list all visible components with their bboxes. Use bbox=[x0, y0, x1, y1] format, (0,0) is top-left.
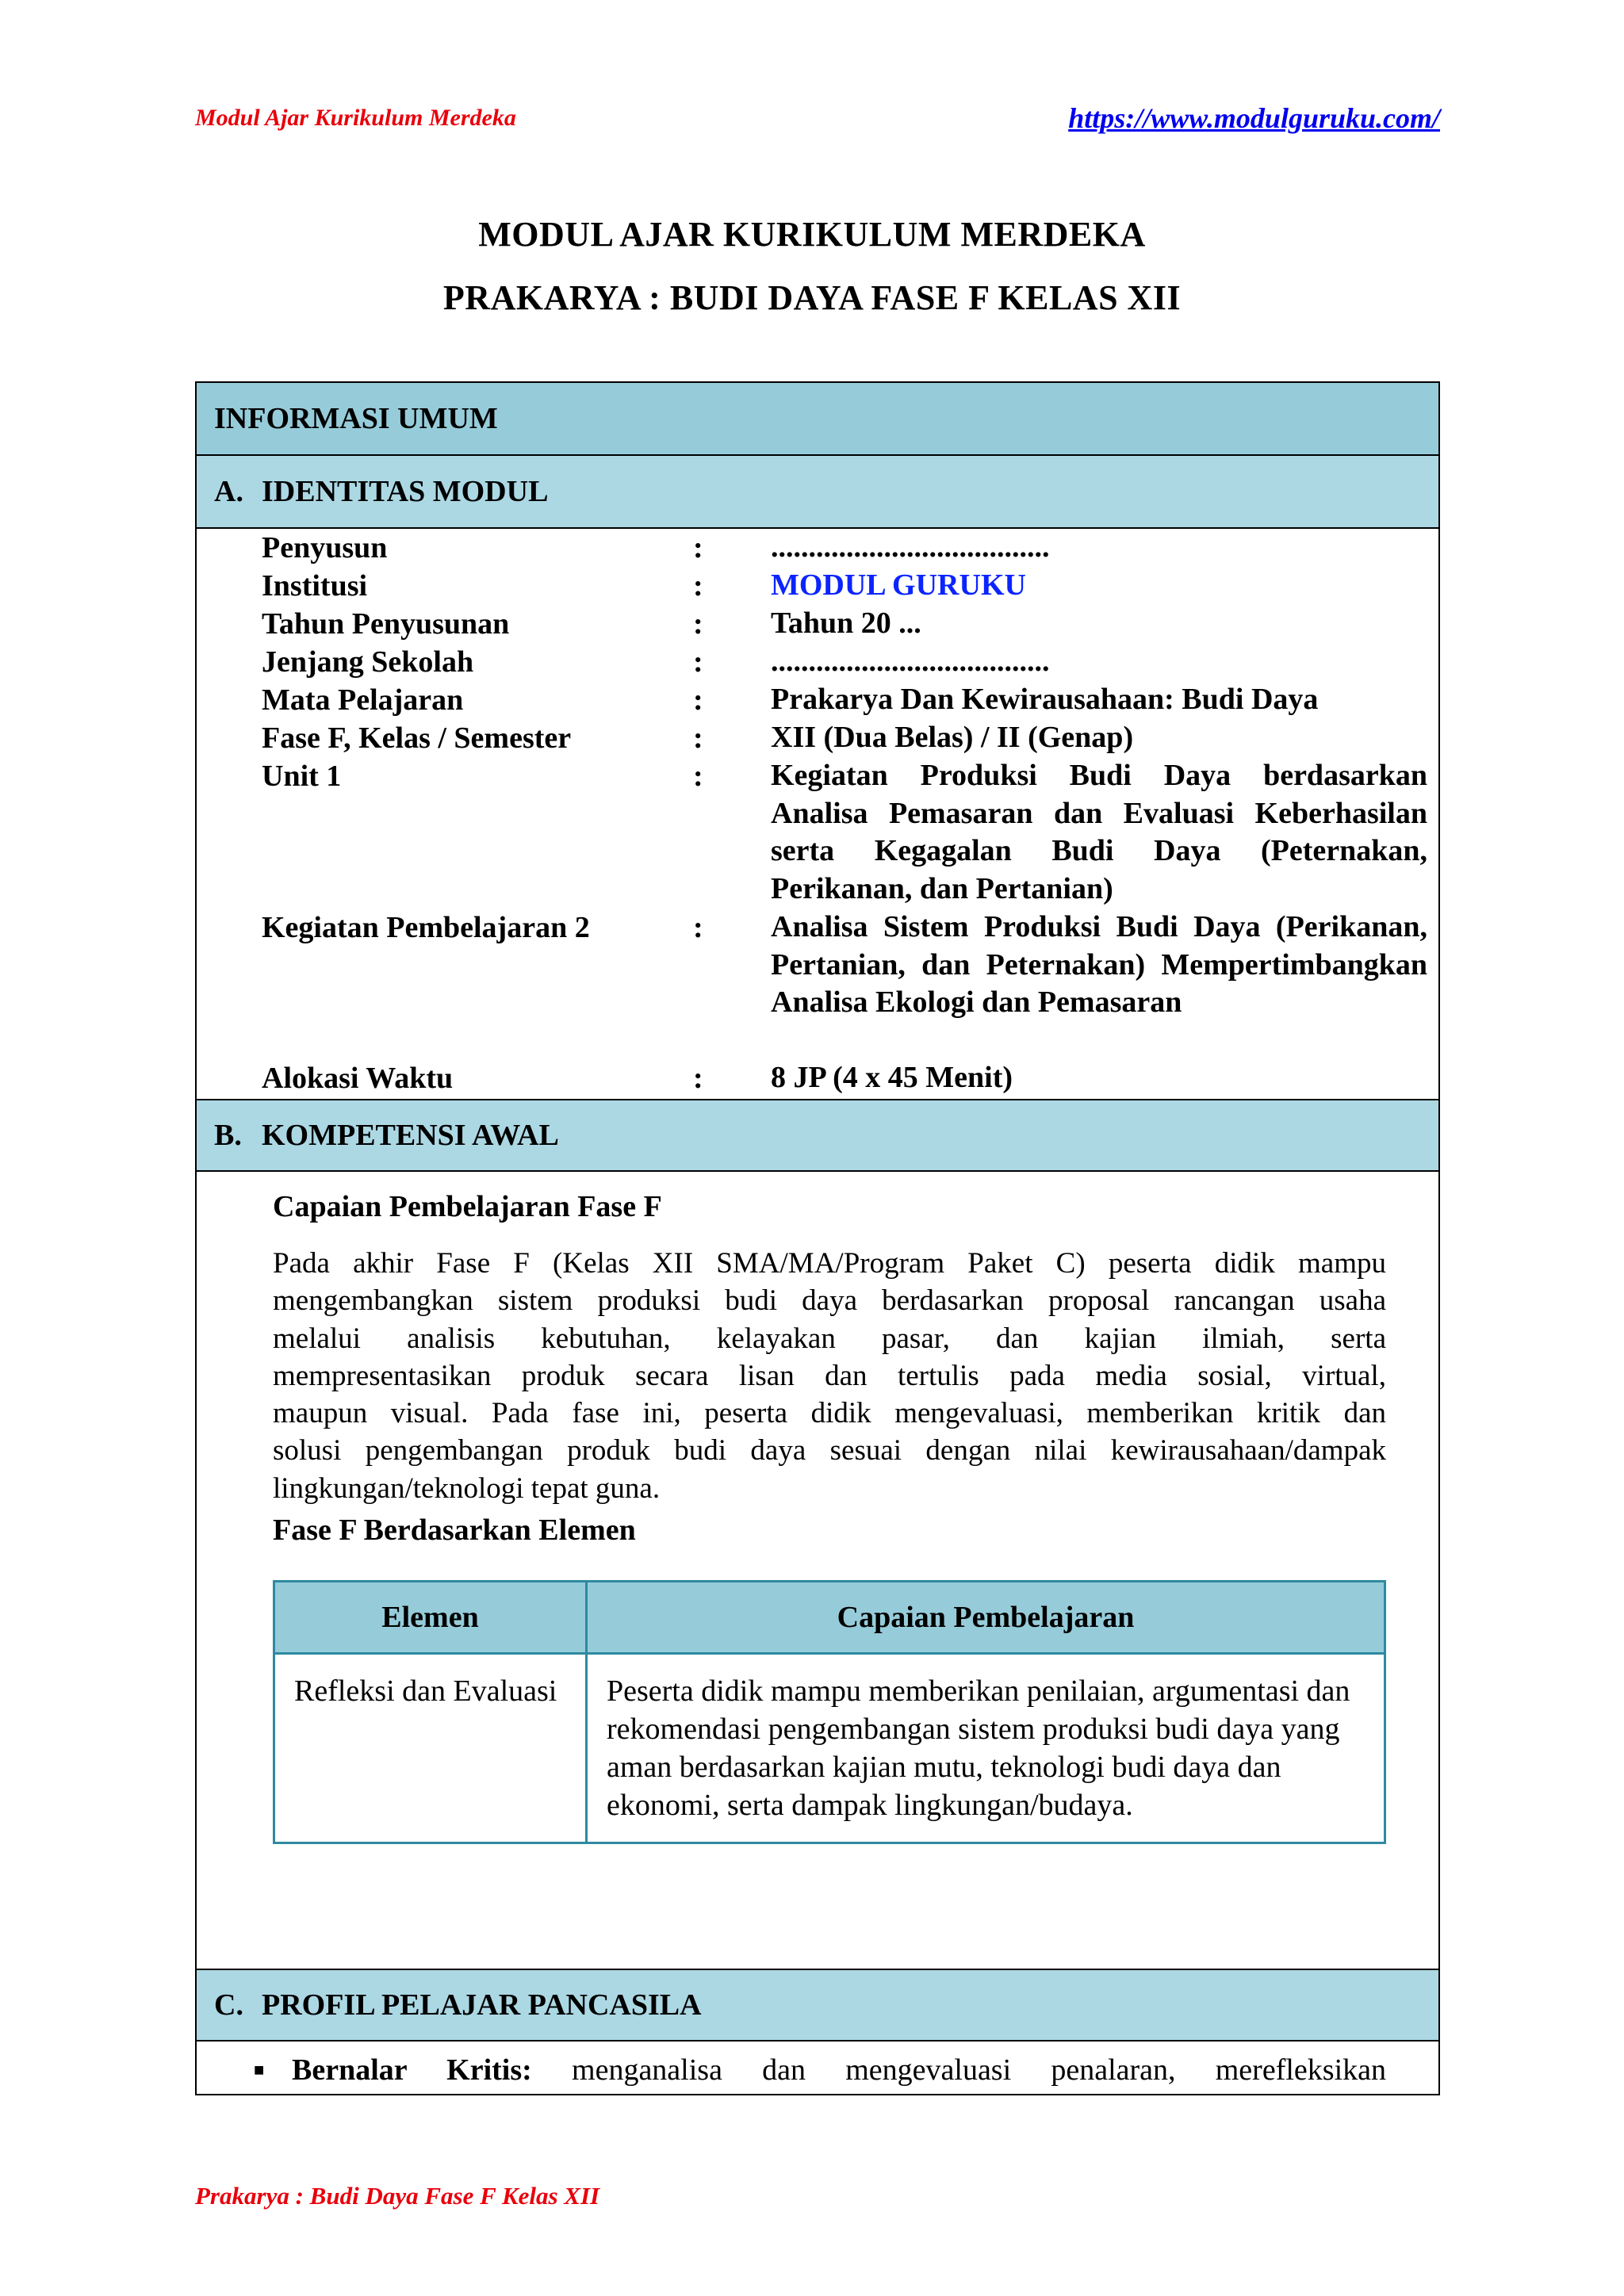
paragraph-line: melalui analisis kebutuhan, kelayakan pasar, dan kajian ilmiah, serta bbox=[273, 1322, 1386, 1355]
capaian-heading: Capaian Pembelajaran Fase F bbox=[273, 1190, 662, 1223]
paragraph-line: solusi pengembangan produk budi daya sesuai dengan nilai kewirausahaan/dampak bbox=[273, 1434, 1386, 1468]
informasi-umum-table bbox=[195, 381, 1440, 2095]
identitas-label-jenjang: Jenjang Sekolah bbox=[262, 645, 474, 679]
paragraph-line: maupun visual. Pada fase ini, peserta didik mengevaluasi, memberikan kritik dan bbox=[273, 1397, 1386, 1430]
identitas-colon: : bbox=[693, 531, 703, 564]
identitas-value-kegiatan: Analisa Sistem Produksi Budi Daya (Perikanan, Pertanian, dan Peternakan) Mempertimbangkan Analisa Ekologi dan Pemasaran bbox=[771, 910, 1427, 1019]
footer-title: Prakarya : Budi Daya Fase F Kelas XII bbox=[195, 2182, 600, 2210]
section-letter: B. bbox=[214, 1119, 242, 1152]
identitas-colon: : bbox=[693, 683, 703, 717]
paragraph-line: Pada akhir Fase F (Kelas XII SMA/MA/Program Paket C) peserta didik mampu bbox=[273, 1247, 1386, 1280]
identitas-colon: : bbox=[693, 645, 703, 679]
identitas-colon: : bbox=[693, 911, 703, 944]
kompetensi-awal-heading bbox=[197, 1099, 1438, 1172]
identitas-label-mapel: Mata Pelajaran bbox=[262, 683, 464, 717]
identitas-label-institusi: Institusi bbox=[262, 569, 368, 603]
identitas-value-mapel: Prakarya Dan Kewirausahaan: Budi Daya bbox=[771, 683, 1319, 716]
identitas-value-fase: XII (Dua Belas) / II (Genap) bbox=[771, 721, 1134, 754]
kompetensi-awal-label: KOMPETENSI AWAL bbox=[262, 1119, 559, 1152]
table-row bbox=[274, 1654, 1385, 1843]
identitas-colon: : bbox=[693, 721, 703, 755]
capaian-paragraph bbox=[273, 1245, 1386, 1507]
elemen-heading: Fase F Berdasarkan Elemen bbox=[273, 1513, 636, 1547]
bullet-description: menganalisa dan mengevaluasi penalaran, merefleksikan bbox=[572, 2053, 1386, 2087]
bullet-text bbox=[292, 2051, 1386, 2089]
paragraph-line: mempresentasikan produk secara lisan dan tertulis pada media sosial, virtual, bbox=[273, 1359, 1386, 1392]
informasi-umum-label: INFORMASI UMUM bbox=[214, 402, 498, 435]
informasi-umum-heading bbox=[197, 383, 1438, 456]
identitas-modul-heading bbox=[197, 456, 1438, 529]
identitas-colon: : bbox=[693, 1062, 703, 1095]
identitas-colon: : bbox=[693, 569, 703, 603]
identitas-value-alokasi: 8 JP (4 x 45 Menit) bbox=[771, 1061, 1013, 1094]
identitas-value-institusi: MODUL GURUKU bbox=[771, 568, 1026, 602]
elemen-table bbox=[273, 1580, 1386, 1844]
identitas-label-kegiatan: Kegiatan Pembelajaran 2 bbox=[262, 911, 590, 944]
identitas-label-penyusun: Penyusun bbox=[262, 531, 388, 564]
profil-pancasila-label: PROFIL PELAJAR PANCASILA bbox=[262, 1988, 702, 2022]
header-website-link[interactable]: https://www.modulguruku.com/ bbox=[1068, 102, 1440, 134]
header-module-title: Modul Ajar Kurikulum Merdeka bbox=[195, 105, 516, 131]
section-letter: A. bbox=[214, 475, 243, 508]
profil-pancasila-heading bbox=[197, 1969, 1438, 2042]
identitas-value-jenjang: ..................................... bbox=[771, 645, 1050, 678]
identitas-modul-label: IDENTITAS MODUL bbox=[262, 475, 549, 508]
identitas-value-penyusun: ..................................... bbox=[771, 530, 1050, 564]
identitas-label-tahun: Tahun Penyusunan bbox=[262, 607, 510, 641]
identitas-value-tahun: Tahun 20 ... bbox=[771, 607, 921, 640]
square-bullet-icon: ■ bbox=[254, 2060, 265, 2080]
identitas-colon: : bbox=[693, 607, 703, 641]
document-title: MODUL AJAR KURIKULUM MERDEKA bbox=[478, 215, 1146, 254]
column-header-elemen: Elemen bbox=[274, 1582, 587, 1654]
bullet-bold-term: Bernalar Kritis: bbox=[292, 2053, 532, 2087]
profil-bullet-item bbox=[254, 2051, 1386, 2089]
paragraph-line: mengembangkan sistem produksi budi daya berdasarkan proposal rancangan usaha bbox=[273, 1284, 1386, 1318]
table-cell-elemen: Refleksi dan Evaluasi bbox=[274, 1654, 587, 1843]
identitas-label-unit: Unit 1 bbox=[262, 760, 342, 793]
table-header-row bbox=[274, 1582, 1385, 1654]
section-letter: C. bbox=[214, 1988, 243, 2022]
paragraph-line: lingkungan/teknologi tepat guna. bbox=[273, 1471, 661, 1505]
identitas-label-alokasi: Alokasi Waktu bbox=[262, 1062, 454, 1095]
identitas-colon: : bbox=[693, 760, 703, 793]
column-header-capaian: Capaian Pembelajaran bbox=[587, 1582, 1385, 1654]
table-cell-capaian: Peserta didik mampu memberikan penilaian, argumentasi dan rekomendasi pengembangan sistem produksi budi daya yang aman berdasarkan kajian mutu, teknologi budi daya dan ekonomi, serta dampak lingkungan/budaya. bbox=[587, 1654, 1385, 1843]
identitas-value-unit: Kegiatan Produksi Budi Daya berdasarkan Analisa Pemasaran dan Evaluasi Keberhasilan serta Kegagalan Budi Daya (Peternakan, Perikanan, dan Pertanian) bbox=[771, 759, 1427, 905]
document-subtitle: PRAKARYA : BUDI DAYA FASE F KELAS XII bbox=[442, 278, 1182, 317]
identitas-label-fase: Fase F, Kelas / Semester bbox=[262, 721, 572, 755]
